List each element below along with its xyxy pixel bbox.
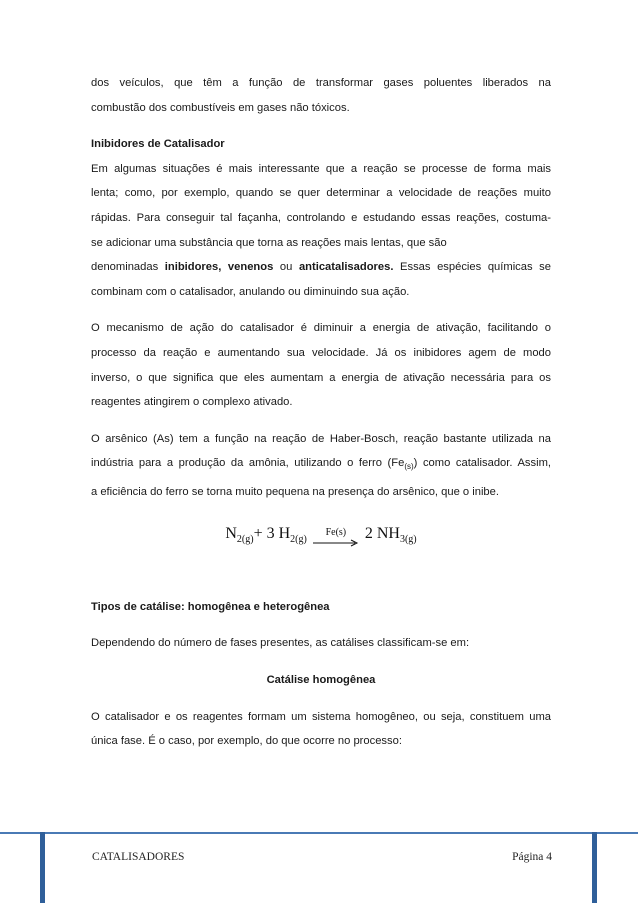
paragraph-line: O mecanismo de ação do catalisador é diminuir a energia de ativação, facilitando o <box>91 322 551 335</box>
paragraph-line <box>91 255 551 280</box>
section-heading-catalysis-types: Tipos de catálise: homogênea e heterogênea <box>91 600 330 613</box>
text-run: ou <box>273 261 299 274</box>
reaction-arrow <box>313 527 359 547</box>
paragraph-line: se adicionar uma substância que torna as reações mais lentas, que são <box>91 236 447 249</box>
text-run: Essas espécies químicas se <box>393 261 551 274</box>
paragraph-line: O catalisador e os reagentes formam um sistema homogêneo, ou seja, constituem uma <box>91 710 551 723</box>
section-heading-inhibitors: Inibidores de Catalisador <box>91 138 225 151</box>
catalyst-label: Fe(s) <box>325 526 347 538</box>
paragraph-line: inverso, o que significa que eles aumentam a energia de ativação necessária para os <box>91 371 551 384</box>
paragraph-line: lenta; como, por exemplo, quando se quer determinar a velocidade de reações muito <box>91 187 551 200</box>
footer-rule <box>0 832 638 834</box>
paragraph-line: a eficiência do ferro se torna muito pequena na presença do arsênico, que o inibe. <box>91 486 499 499</box>
paragraph-line: rápidas. Para conseguir tal façanha, controlando e estudando essas reações, costuma- <box>91 211 551 224</box>
text-run: ) como catalisador. Assim, <box>413 457 552 470</box>
chemical-equation <box>91 509 551 553</box>
bold-term: inibidores, venenos <box>164 261 274 274</box>
paragraph-line: combinam com o catalisador, anulando ou diminuindo sua ação. <box>91 285 410 298</box>
paragraph-line: reagentes atingirem o complexo ativado. <box>91 396 293 409</box>
page-body <box>91 71 551 754</box>
paragraph-line: O arsênico (As) tem a função na reação de Haber-Bosch, reação bastante utilizada na <box>91 432 551 445</box>
footer-left-bar <box>40 832 45 903</box>
paragraph-line: Em algumas situações é mais interessante que a reação se processe de forma mais <box>91 162 551 175</box>
equation-reactant-n: $N_{2(g)}$ <box>225 524 254 546</box>
paragraph-line: dos veículos, que têm a função de transformar gases poluentes liberados na <box>91 77 551 89</box>
page-number: Página 4 <box>512 851 552 863</box>
text-run: indústria para a produção da amônia, utilizando o ferro (Fe <box>91 457 405 470</box>
footer-right-bar <box>592 832 597 903</box>
equation-reactant-h: + 3 $H_{2(g)}$ <box>253 524 307 546</box>
paragraph-line <box>91 451 551 480</box>
arrow-right-icon <box>313 539 359 547</box>
paragraph-line: combustão dos combustíveis em gases não tóxicos. <box>91 101 350 114</box>
subsection-heading-homogeneous: Catálise homogênea <box>266 673 376 686</box>
paragraph-line: processo da reação e aumentando sua velocidade. Já os inibidores agem de modo <box>91 346 551 359</box>
footer-title: CATALISADORES <box>92 851 185 863</box>
paragraph-line: única fase. É o caso, por exemplo, do que ocorre no processo: <box>91 735 402 748</box>
bold-term: anticatalisadores. <box>298 261 394 274</box>
text-run: denominadas <box>91 261 165 274</box>
equation-product: 2 $NH_{3(g)}$ <box>364 524 417 546</box>
paragraph-line: Dependendo do número de fases presentes, as catálises classificam-se em: <box>91 637 470 650</box>
subscript: (s) <box>404 462 414 472</box>
